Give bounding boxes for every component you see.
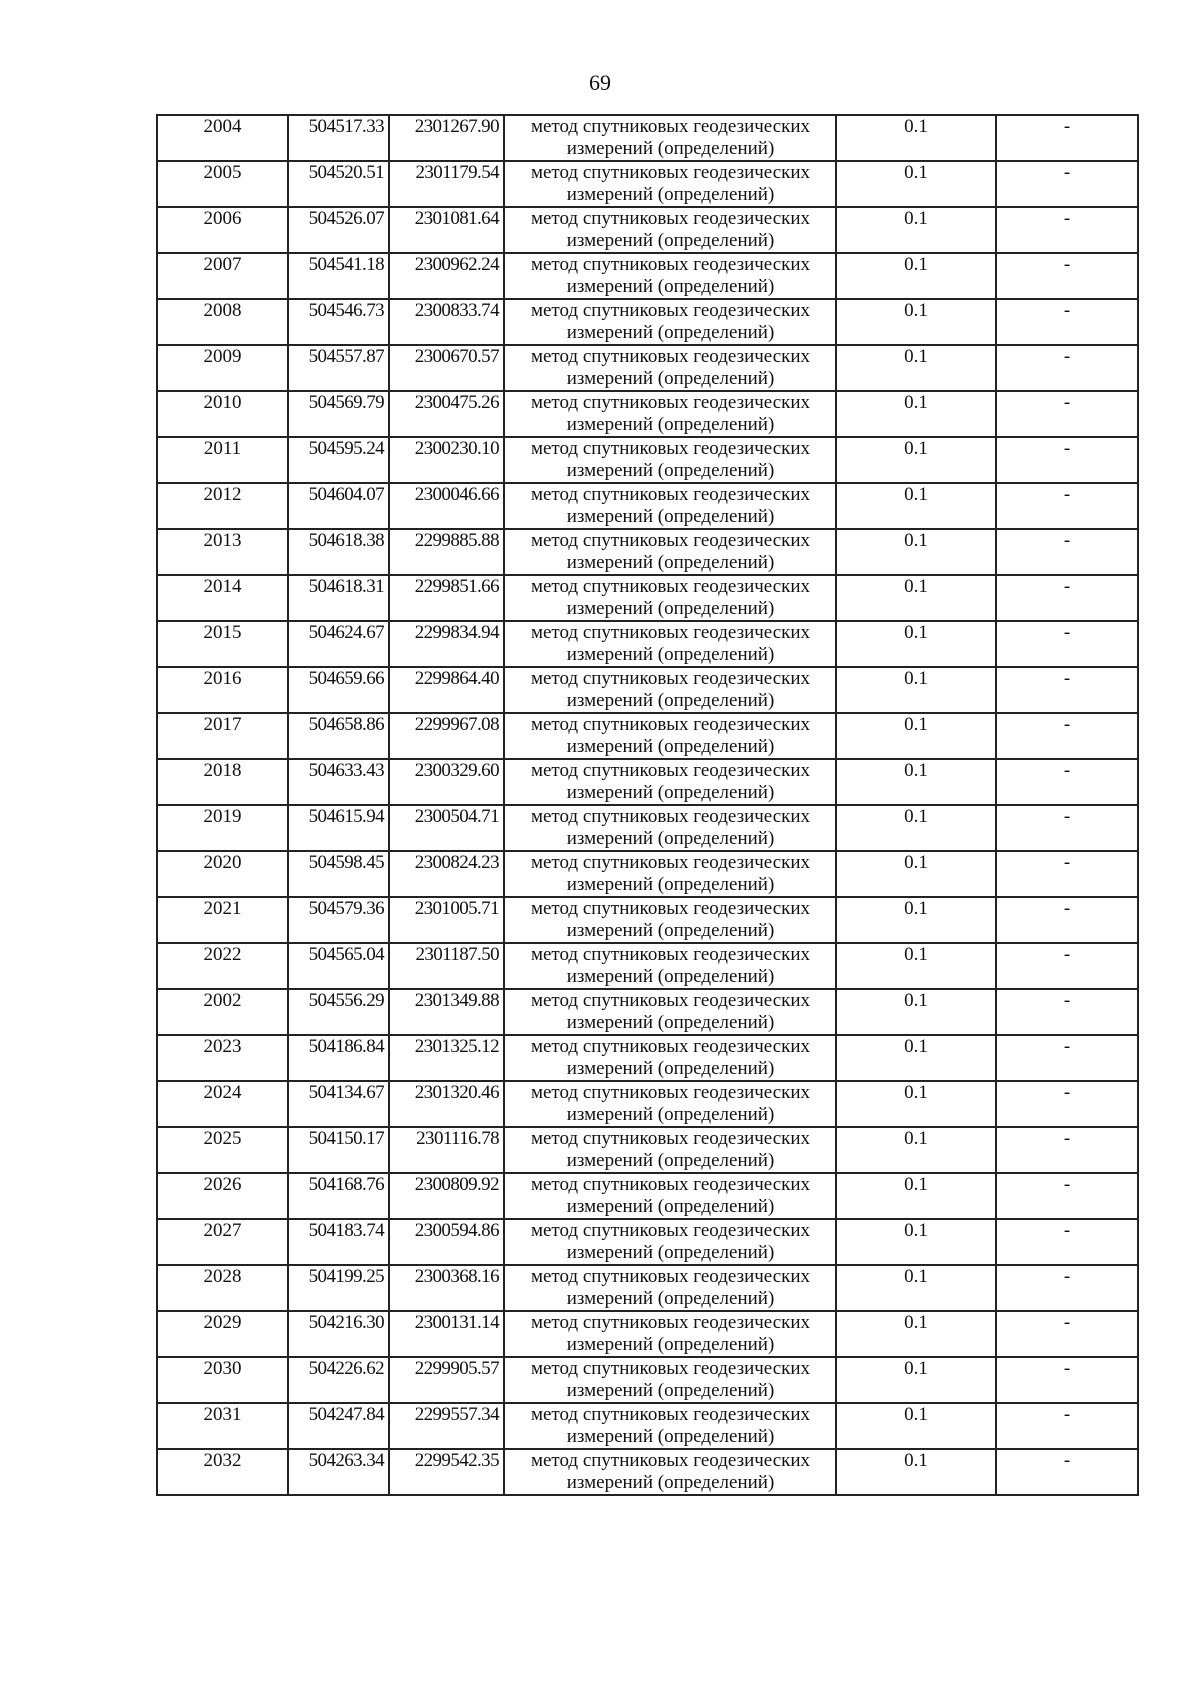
note-cell: - bbox=[996, 1311, 1138, 1357]
accuracy-cell: 0.1 bbox=[836, 1081, 996, 1127]
y-coordinate-cell: 2301116.78 bbox=[389, 1127, 504, 1173]
point-id-cell: 2011 bbox=[157, 437, 288, 483]
accuracy-cell: 0.1 bbox=[836, 851, 996, 897]
point-id-cell: 2020 bbox=[157, 851, 288, 897]
accuracy-cell: 0.1 bbox=[836, 897, 996, 943]
x-coordinate-cell: 504263.34 bbox=[288, 1449, 389, 1495]
note-cell: - bbox=[996, 529, 1138, 575]
point-id-cell: 2028 bbox=[157, 1265, 288, 1311]
point-id-cell: 2005 bbox=[157, 161, 288, 207]
method-cell: метод спутниковых геодезических измерений (определений) bbox=[504, 437, 836, 483]
y-coordinate-cell: 2300046.66 bbox=[389, 483, 504, 529]
accuracy-cell: 0.1 bbox=[836, 483, 996, 529]
note-cell: - bbox=[996, 989, 1138, 1035]
point-id-cell: 2016 bbox=[157, 667, 288, 713]
y-coordinate-cell: 2300833.74 bbox=[389, 299, 504, 345]
table-row bbox=[157, 1357, 1138, 1403]
table-row bbox=[157, 713, 1138, 759]
method-cell: метод спутниковых геодезических измерений (определений) bbox=[504, 1403, 836, 1449]
table-row bbox=[157, 253, 1138, 299]
accuracy-cell: 0.1 bbox=[836, 529, 996, 575]
x-coordinate-cell: 504526.07 bbox=[288, 207, 389, 253]
accuracy-cell: 0.1 bbox=[836, 805, 996, 851]
method-cell: метод спутниковых геодезических измерений (определений) bbox=[504, 391, 836, 437]
x-coordinate-cell: 504183.74 bbox=[288, 1219, 389, 1265]
x-coordinate-cell: 504595.24 bbox=[288, 437, 389, 483]
accuracy-cell: 0.1 bbox=[836, 299, 996, 345]
y-coordinate-cell: 2301179.54 bbox=[389, 161, 504, 207]
note-cell: - bbox=[996, 391, 1138, 437]
x-coordinate-cell: 504598.45 bbox=[288, 851, 389, 897]
method-cell: метод спутниковых геодезических измерений (определений) bbox=[504, 805, 836, 851]
y-coordinate-cell: 2301320.46 bbox=[389, 1081, 504, 1127]
x-coordinate-cell: 504615.94 bbox=[288, 805, 389, 851]
note-cell: - bbox=[996, 851, 1138, 897]
page-number: 69 bbox=[589, 70, 611, 95]
x-coordinate-cell: 504520.51 bbox=[288, 161, 389, 207]
point-id-cell: 2006 bbox=[157, 207, 288, 253]
accuracy-cell: 0.1 bbox=[836, 391, 996, 437]
accuracy-cell: 0.1 bbox=[836, 1357, 996, 1403]
table-row bbox=[157, 851, 1138, 897]
note-cell: - bbox=[996, 759, 1138, 805]
accuracy-cell: 0.1 bbox=[836, 115, 996, 161]
point-id-cell: 2029 bbox=[157, 1311, 288, 1357]
note-cell: - bbox=[996, 713, 1138, 759]
y-coordinate-cell: 2301187.50 bbox=[389, 943, 504, 989]
method-cell: метод спутниковых геодезических измерений (определений) bbox=[504, 1449, 836, 1495]
y-coordinate-cell: 2301325.12 bbox=[389, 1035, 504, 1081]
table-row bbox=[157, 1265, 1138, 1311]
table-row bbox=[157, 345, 1138, 391]
y-coordinate-cell: 2300594.86 bbox=[389, 1219, 504, 1265]
table-row bbox=[157, 207, 1138, 253]
accuracy-cell: 0.1 bbox=[836, 253, 996, 299]
x-coordinate-cell: 504565.04 bbox=[288, 943, 389, 989]
table-row bbox=[157, 1403, 1138, 1449]
table-row bbox=[157, 805, 1138, 851]
accuracy-cell: 0.1 bbox=[836, 943, 996, 989]
accuracy-cell: 0.1 bbox=[836, 1219, 996, 1265]
note-cell: - bbox=[996, 1173, 1138, 1219]
note-cell: - bbox=[996, 483, 1138, 529]
x-coordinate-cell: 504618.31 bbox=[288, 575, 389, 621]
accuracy-cell: 0.1 bbox=[836, 575, 996, 621]
note-cell: - bbox=[996, 1081, 1138, 1127]
point-id-cell: 2026 bbox=[157, 1173, 288, 1219]
method-cell: метод спутниковых геодезических измерений (определений) bbox=[504, 759, 836, 805]
method-cell: метод спутниковых геодезических измерений (определений) bbox=[504, 943, 836, 989]
note-cell: - bbox=[996, 943, 1138, 989]
point-id-cell: 2008 bbox=[157, 299, 288, 345]
method-cell: метод спутниковых геодезических измерений (определений) bbox=[504, 575, 836, 621]
note-cell: - bbox=[996, 667, 1138, 713]
note-cell: - bbox=[996, 299, 1138, 345]
y-coordinate-cell: 2300131.14 bbox=[389, 1311, 504, 1357]
accuracy-cell: 0.1 bbox=[836, 1403, 996, 1449]
accuracy-cell: 0.1 bbox=[836, 667, 996, 713]
point-id-cell: 2030 bbox=[157, 1357, 288, 1403]
x-coordinate-cell: 504556.29 bbox=[288, 989, 389, 1035]
point-id-cell: 2023 bbox=[157, 1035, 288, 1081]
y-coordinate-cell: 2301081.64 bbox=[389, 207, 504, 253]
accuracy-cell: 0.1 bbox=[836, 621, 996, 667]
table-row bbox=[157, 667, 1138, 713]
x-coordinate-cell: 504604.07 bbox=[288, 483, 389, 529]
note-cell: - bbox=[996, 1265, 1138, 1311]
x-coordinate-cell: 504216.30 bbox=[288, 1311, 389, 1357]
accuracy-cell: 0.1 bbox=[836, 1127, 996, 1173]
note-cell: - bbox=[996, 437, 1138, 483]
x-coordinate-cell: 504618.38 bbox=[288, 529, 389, 575]
y-coordinate-cell: 2300824.23 bbox=[389, 851, 504, 897]
y-coordinate-cell: 2299905.57 bbox=[389, 1357, 504, 1403]
method-cell: метод спутниковых геодезических измерений (определений) bbox=[504, 1081, 836, 1127]
note-cell: - bbox=[996, 1449, 1138, 1495]
x-coordinate-cell: 504247.84 bbox=[288, 1403, 389, 1449]
x-coordinate-cell: 504624.67 bbox=[288, 621, 389, 667]
x-coordinate-cell: 504659.66 bbox=[288, 667, 389, 713]
table-row bbox=[157, 1173, 1138, 1219]
accuracy-cell: 0.1 bbox=[836, 1311, 996, 1357]
accuracy-cell: 0.1 bbox=[836, 1265, 996, 1311]
point-id-cell: 2032 bbox=[157, 1449, 288, 1495]
point-id-cell: 2010 bbox=[157, 391, 288, 437]
coordinates-table bbox=[156, 114, 1139, 1496]
table-row bbox=[157, 1035, 1138, 1081]
y-coordinate-cell: 2300962.24 bbox=[389, 253, 504, 299]
note-cell: - bbox=[996, 161, 1138, 207]
point-id-cell: 2009 bbox=[157, 345, 288, 391]
note-cell: - bbox=[996, 575, 1138, 621]
point-id-cell: 2031 bbox=[157, 1403, 288, 1449]
note-cell: - bbox=[996, 1035, 1138, 1081]
y-coordinate-cell: 2301267.90 bbox=[389, 115, 504, 161]
table-row bbox=[157, 299, 1138, 345]
point-id-cell: 2018 bbox=[157, 759, 288, 805]
y-coordinate-cell: 2300329.60 bbox=[389, 759, 504, 805]
y-coordinate-cell: 2300230.10 bbox=[389, 437, 504, 483]
table-row bbox=[157, 1449, 1138, 1495]
point-id-cell: 2014 bbox=[157, 575, 288, 621]
y-coordinate-cell: 2301005.71 bbox=[389, 897, 504, 943]
y-coordinate-cell: 2299834.94 bbox=[389, 621, 504, 667]
accuracy-cell: 0.1 bbox=[836, 713, 996, 759]
method-cell: метод спутниковых геодезических измерений (определений) bbox=[504, 989, 836, 1035]
method-cell: метод спутниковых геодезических измерений (определений) bbox=[504, 667, 836, 713]
y-coordinate-cell: 2300368.16 bbox=[389, 1265, 504, 1311]
note-cell: - bbox=[996, 805, 1138, 851]
y-coordinate-cell: 2299967.08 bbox=[389, 713, 504, 759]
y-coordinate-cell: 2300504.71 bbox=[389, 805, 504, 851]
x-coordinate-cell: 504134.67 bbox=[288, 1081, 389, 1127]
table-row bbox=[157, 1219, 1138, 1265]
point-id-cell: 2012 bbox=[157, 483, 288, 529]
note-cell: - bbox=[996, 253, 1138, 299]
method-cell: метод спутниковых геодезических измерений (определений) bbox=[504, 253, 836, 299]
point-id-cell: 2022 bbox=[157, 943, 288, 989]
method-cell: метод спутниковых геодезических измерений (определений) bbox=[504, 161, 836, 207]
y-coordinate-cell: 2299851.66 bbox=[389, 575, 504, 621]
table-row bbox=[157, 483, 1138, 529]
method-cell: метод спутниковых геодезических измерений (определений) bbox=[504, 1035, 836, 1081]
accuracy-cell: 0.1 bbox=[836, 989, 996, 1035]
point-id-cell: 2025 bbox=[157, 1127, 288, 1173]
method-cell: метод спутниковых геодезических измерений (определений) bbox=[504, 345, 836, 391]
table-row bbox=[157, 989, 1138, 1035]
method-cell: метод спутниковых геодезических измерений (определений) bbox=[504, 299, 836, 345]
accuracy-cell: 0.1 bbox=[836, 437, 996, 483]
accuracy-cell: 0.1 bbox=[836, 345, 996, 391]
method-cell: метод спутниковых геодезических измерений (определений) bbox=[504, 1265, 836, 1311]
table-row bbox=[157, 575, 1138, 621]
method-cell: метод спутниковых геодезических измерений (определений) bbox=[504, 851, 836, 897]
method-cell: метод спутниковых геодезических измерений (определений) bbox=[504, 1173, 836, 1219]
y-coordinate-cell: 2299542.35 bbox=[389, 1449, 504, 1495]
table-row bbox=[157, 115, 1138, 161]
x-coordinate-cell: 504658.86 bbox=[288, 713, 389, 759]
x-coordinate-cell: 504226.62 bbox=[288, 1357, 389, 1403]
method-cell: метод спутниковых геодезических измерений (определений) bbox=[504, 1311, 836, 1357]
note-cell: - bbox=[996, 897, 1138, 943]
accuracy-cell: 0.1 bbox=[836, 759, 996, 805]
table-row bbox=[157, 161, 1138, 207]
x-coordinate-cell: 504579.36 bbox=[288, 897, 389, 943]
y-coordinate-cell: 2300670.57 bbox=[389, 345, 504, 391]
note-cell: - bbox=[996, 1127, 1138, 1173]
table-row bbox=[157, 759, 1138, 805]
method-cell: метод спутниковых геодезических измерений (определений) bbox=[504, 115, 836, 161]
table-row bbox=[157, 391, 1138, 437]
method-cell: метод спутниковых геодезических измерений (определений) bbox=[504, 1219, 836, 1265]
note-cell: - bbox=[996, 1403, 1138, 1449]
point-id-cell: 2021 bbox=[157, 897, 288, 943]
point-id-cell: 2007 bbox=[157, 253, 288, 299]
note-cell: - bbox=[996, 207, 1138, 253]
note-cell: - bbox=[996, 115, 1138, 161]
note-cell: - bbox=[996, 1219, 1138, 1265]
x-coordinate-cell: 504517.33 bbox=[288, 115, 389, 161]
method-cell: метод спутниковых геодезических измерений (определений) bbox=[504, 621, 836, 667]
table-row bbox=[157, 437, 1138, 483]
method-cell: метод спутниковых геодезических измерений (определений) bbox=[504, 207, 836, 253]
accuracy-cell: 0.1 bbox=[836, 207, 996, 253]
accuracy-cell: 0.1 bbox=[836, 1173, 996, 1219]
note-cell: - bbox=[996, 621, 1138, 667]
x-coordinate-cell: 504168.76 bbox=[288, 1173, 389, 1219]
y-coordinate-cell: 2300809.92 bbox=[389, 1173, 504, 1219]
y-coordinate-cell: 2299557.34 bbox=[389, 1403, 504, 1449]
accuracy-cell: 0.1 bbox=[836, 161, 996, 207]
note-cell: - bbox=[996, 1357, 1138, 1403]
x-coordinate-cell: 504186.84 bbox=[288, 1035, 389, 1081]
table-row bbox=[157, 943, 1138, 989]
x-coordinate-cell: 504541.18 bbox=[288, 253, 389, 299]
method-cell: метод спутниковых геодезических измерений (определений) bbox=[504, 1127, 836, 1173]
y-coordinate-cell: 2299864.40 bbox=[389, 667, 504, 713]
accuracy-cell: 0.1 bbox=[836, 1035, 996, 1081]
y-coordinate-cell: 2299885.88 bbox=[389, 529, 504, 575]
x-coordinate-cell: 504546.73 bbox=[288, 299, 389, 345]
point-id-cell: 2015 bbox=[157, 621, 288, 667]
table-row bbox=[157, 621, 1138, 667]
point-id-cell: 2024 bbox=[157, 1081, 288, 1127]
table-row bbox=[157, 1081, 1138, 1127]
method-cell: метод спутниковых геодезических измерений (определений) bbox=[504, 713, 836, 759]
point-id-cell: 2019 bbox=[157, 805, 288, 851]
accuracy-cell: 0.1 bbox=[836, 1449, 996, 1495]
table-row bbox=[157, 897, 1138, 943]
method-cell: метод спутниковых геодезических измерений (определений) bbox=[504, 1357, 836, 1403]
y-coordinate-cell: 2301349.88 bbox=[389, 989, 504, 1035]
table-body bbox=[157, 115, 1138, 1495]
point-id-cell: 2013 bbox=[157, 529, 288, 575]
table-row bbox=[157, 1127, 1138, 1173]
point-id-cell: 2002 bbox=[157, 989, 288, 1035]
x-coordinate-cell: 504199.25 bbox=[288, 1265, 389, 1311]
method-cell: метод спутниковых геодезических измерений (определений) bbox=[504, 529, 836, 575]
y-coordinate-cell: 2300475.26 bbox=[389, 391, 504, 437]
note-cell: - bbox=[996, 345, 1138, 391]
table-row bbox=[157, 529, 1138, 575]
x-coordinate-cell: 504150.17 bbox=[288, 1127, 389, 1173]
point-id-cell: 2004 bbox=[157, 115, 288, 161]
x-coordinate-cell: 504633.43 bbox=[288, 759, 389, 805]
method-cell: метод спутниковых геодезических измерений (определений) bbox=[504, 483, 836, 529]
point-id-cell: 2027 bbox=[157, 1219, 288, 1265]
table-row bbox=[157, 1311, 1138, 1357]
point-id-cell: 2017 bbox=[157, 713, 288, 759]
x-coordinate-cell: 504569.79 bbox=[288, 391, 389, 437]
x-coordinate-cell: 504557.87 bbox=[288, 345, 389, 391]
method-cell: метод спутниковых геодезических измерений (определений) bbox=[504, 897, 836, 943]
